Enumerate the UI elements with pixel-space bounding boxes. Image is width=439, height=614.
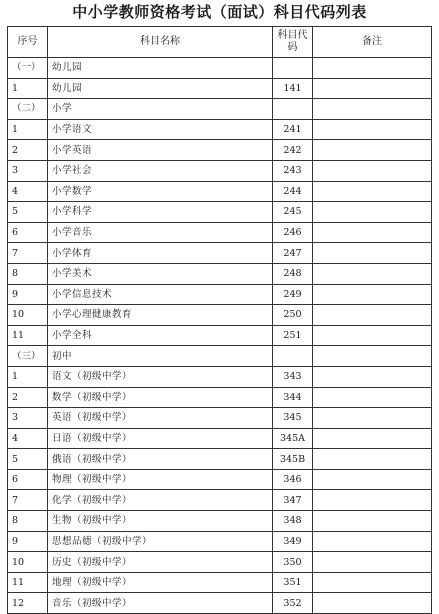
row-name-cell: 生物（初级中学） (48, 511, 273, 532)
table-row (8, 284, 432, 305)
row-name-cell: 小学美术 (48, 263, 273, 284)
row-seq-cell: 5 (8, 449, 48, 470)
row-remark-cell (313, 490, 432, 511)
table-row (8, 160, 432, 181)
row-remark-cell (313, 284, 432, 305)
row-remark-cell (313, 222, 432, 243)
row-code-cell: 247 (273, 243, 313, 264)
row-code-cell: 246 (273, 222, 313, 243)
row-name-cell: 小学体育 (48, 243, 273, 264)
row-name-cell: 语文（初级中学） (48, 366, 273, 387)
table-row (8, 387, 432, 408)
table-row (8, 263, 432, 284)
row-seq-cell: 2 (8, 140, 48, 161)
header-code: 科目代码 (273, 27, 313, 58)
row-seq-cell: 8 (8, 511, 48, 532)
row-name-cell: 英语（初级中学） (48, 408, 273, 429)
row-code-cell: 352 (273, 593, 313, 614)
row-code-cell: 343 (273, 366, 313, 387)
row-seq-cell: 3 (8, 160, 48, 181)
row-remark-cell (313, 160, 432, 181)
row-seq-cell: 10 (8, 552, 48, 573)
row-name-cell: 小学语文 (48, 119, 273, 140)
table-header-row (8, 27, 432, 58)
row-seq-cell: 6 (8, 222, 48, 243)
row-name-cell: 幼儿园 (48, 58, 273, 79)
row-seq-cell: 9 (8, 531, 48, 552)
row-seq-cell: （一） (8, 58, 48, 79)
table-row (8, 78, 432, 99)
row-remark-cell (313, 346, 432, 367)
row-code-cell: 248 (273, 263, 313, 284)
row-name-cell: 小学英语 (48, 140, 273, 161)
table-row (8, 593, 432, 614)
table-row (8, 99, 432, 120)
row-remark-cell (313, 366, 432, 387)
row-code-cell: 349 (273, 531, 313, 552)
row-remark-cell (313, 181, 432, 202)
row-name-cell: 俄语（初级中学） (48, 449, 273, 470)
row-code-cell: 346 (273, 469, 313, 490)
row-seq-cell: （三） (8, 346, 48, 367)
row-name-cell: 小学数学 (48, 181, 273, 202)
table-row (8, 552, 432, 573)
row-remark-cell (313, 78, 432, 99)
row-name-cell: 数学（初级中学） (48, 387, 273, 408)
row-remark-cell (313, 387, 432, 408)
row-code-cell: 345 (273, 408, 313, 429)
row-remark-cell (313, 408, 432, 429)
row-code-cell: 141 (273, 78, 313, 99)
row-code-cell: 245 (273, 202, 313, 223)
row-remark-cell (313, 305, 432, 326)
row-remark-cell (313, 243, 432, 264)
row-seq-cell: 4 (8, 181, 48, 202)
row-seq-cell: 11 (8, 325, 48, 346)
row-name-cell: 日语（初级中学） (48, 428, 273, 449)
row-seq-cell: 1 (8, 119, 48, 140)
row-seq-cell: 3 (8, 408, 48, 429)
row-seq-cell: 10 (8, 305, 48, 326)
table-row (8, 305, 432, 326)
row-seq-cell: 12 (8, 593, 48, 614)
row-name-cell: 小学全科 (48, 325, 273, 346)
row-seq-cell: 5 (8, 202, 48, 223)
row-name-cell: 幼儿园 (48, 78, 273, 99)
row-name-cell: 地理（初级中学） (48, 572, 273, 593)
table-row (8, 222, 432, 243)
row-remark-cell (313, 449, 432, 470)
table-row (8, 428, 432, 449)
row-name-cell: 小学科学 (48, 202, 273, 223)
row-code-cell: 345B (273, 449, 313, 470)
row-code-cell (273, 99, 313, 120)
row-name-cell: 小学音乐 (48, 222, 273, 243)
row-seq-cell: 1 (8, 78, 48, 99)
table-row (8, 325, 432, 346)
row-code-cell: 347 (273, 490, 313, 511)
row-seq-cell: 7 (8, 490, 48, 511)
row-remark-cell (313, 140, 432, 161)
table-row (8, 531, 432, 552)
row-code-cell: 242 (273, 140, 313, 161)
row-remark-cell (313, 552, 432, 573)
row-code-cell: 250 (273, 305, 313, 326)
table-row (8, 202, 432, 223)
row-seq-cell: 1 (8, 366, 48, 387)
table-row (8, 490, 432, 511)
row-code-cell (273, 58, 313, 79)
row-name-cell: 小学信息技术 (48, 284, 273, 305)
row-seq-cell: 4 (8, 428, 48, 449)
row-seq-cell: （二） (8, 99, 48, 120)
row-name-cell: 初中 (48, 346, 273, 367)
row-seq-cell: 7 (8, 243, 48, 264)
row-name-cell: 历史（初级中学） (48, 552, 273, 573)
table-row (8, 366, 432, 387)
row-remark-cell (313, 593, 432, 614)
table-row (8, 140, 432, 161)
page-title: 中小学教师资格考试（面试）科目代码列表 (72, 3, 367, 21)
table-row (8, 119, 432, 140)
row-code-cell: 244 (273, 181, 313, 202)
row-code-cell (273, 346, 313, 367)
row-remark-cell (313, 469, 432, 490)
table-row (8, 511, 432, 532)
row-name-cell: 小学心理健康教育 (48, 305, 273, 326)
header-seq: 序号 (8, 27, 48, 58)
subject-code-table (7, 26, 432, 614)
row-name-cell: 小学社会 (48, 160, 273, 181)
row-code-cell: 348 (273, 511, 313, 532)
row-code-cell: 351 (273, 572, 313, 593)
row-code-cell: 345A (273, 428, 313, 449)
row-seq-cell: 2 (8, 387, 48, 408)
header-remark: 备注 (313, 27, 432, 58)
row-remark-cell (313, 202, 432, 223)
row-name-cell: 音乐（初级中学） (48, 593, 273, 614)
row-remark-cell (313, 263, 432, 284)
row-code-cell: 350 (273, 552, 313, 573)
table-row (8, 572, 432, 593)
row-name-cell: 思想品德（初级中学） (48, 531, 273, 552)
row-remark-cell (313, 325, 432, 346)
row-name-cell: 化学（初级中学） (48, 490, 273, 511)
row-code-cell: 243 (273, 160, 313, 181)
row-seq-cell: 8 (8, 263, 48, 284)
table-body (8, 58, 432, 614)
header-name: 科目名称 (48, 27, 273, 58)
row-remark-cell (313, 572, 432, 593)
row-name-cell: 物理（初级中学） (48, 469, 273, 490)
table-row (8, 346, 432, 367)
table-row (8, 181, 432, 202)
row-remark-cell (313, 428, 432, 449)
row-code-cell: 251 (273, 325, 313, 346)
table-row (8, 469, 432, 490)
row-code-cell: 249 (273, 284, 313, 305)
row-code-cell: 344 (273, 387, 313, 408)
row-seq-cell: 6 (8, 469, 48, 490)
table-row (8, 58, 432, 79)
table-row (8, 243, 432, 264)
row-remark-cell (313, 531, 432, 552)
row-remark-cell (313, 58, 432, 79)
row-code-cell: 241 (273, 119, 313, 140)
table-row (8, 408, 432, 429)
row-remark-cell (313, 119, 432, 140)
row-name-cell: 小学 (48, 99, 273, 120)
row-remark-cell (313, 511, 432, 532)
row-seq-cell: 11 (8, 572, 48, 593)
table-row (8, 449, 432, 470)
row-seq-cell: 9 (8, 284, 48, 305)
row-remark-cell (313, 99, 432, 120)
